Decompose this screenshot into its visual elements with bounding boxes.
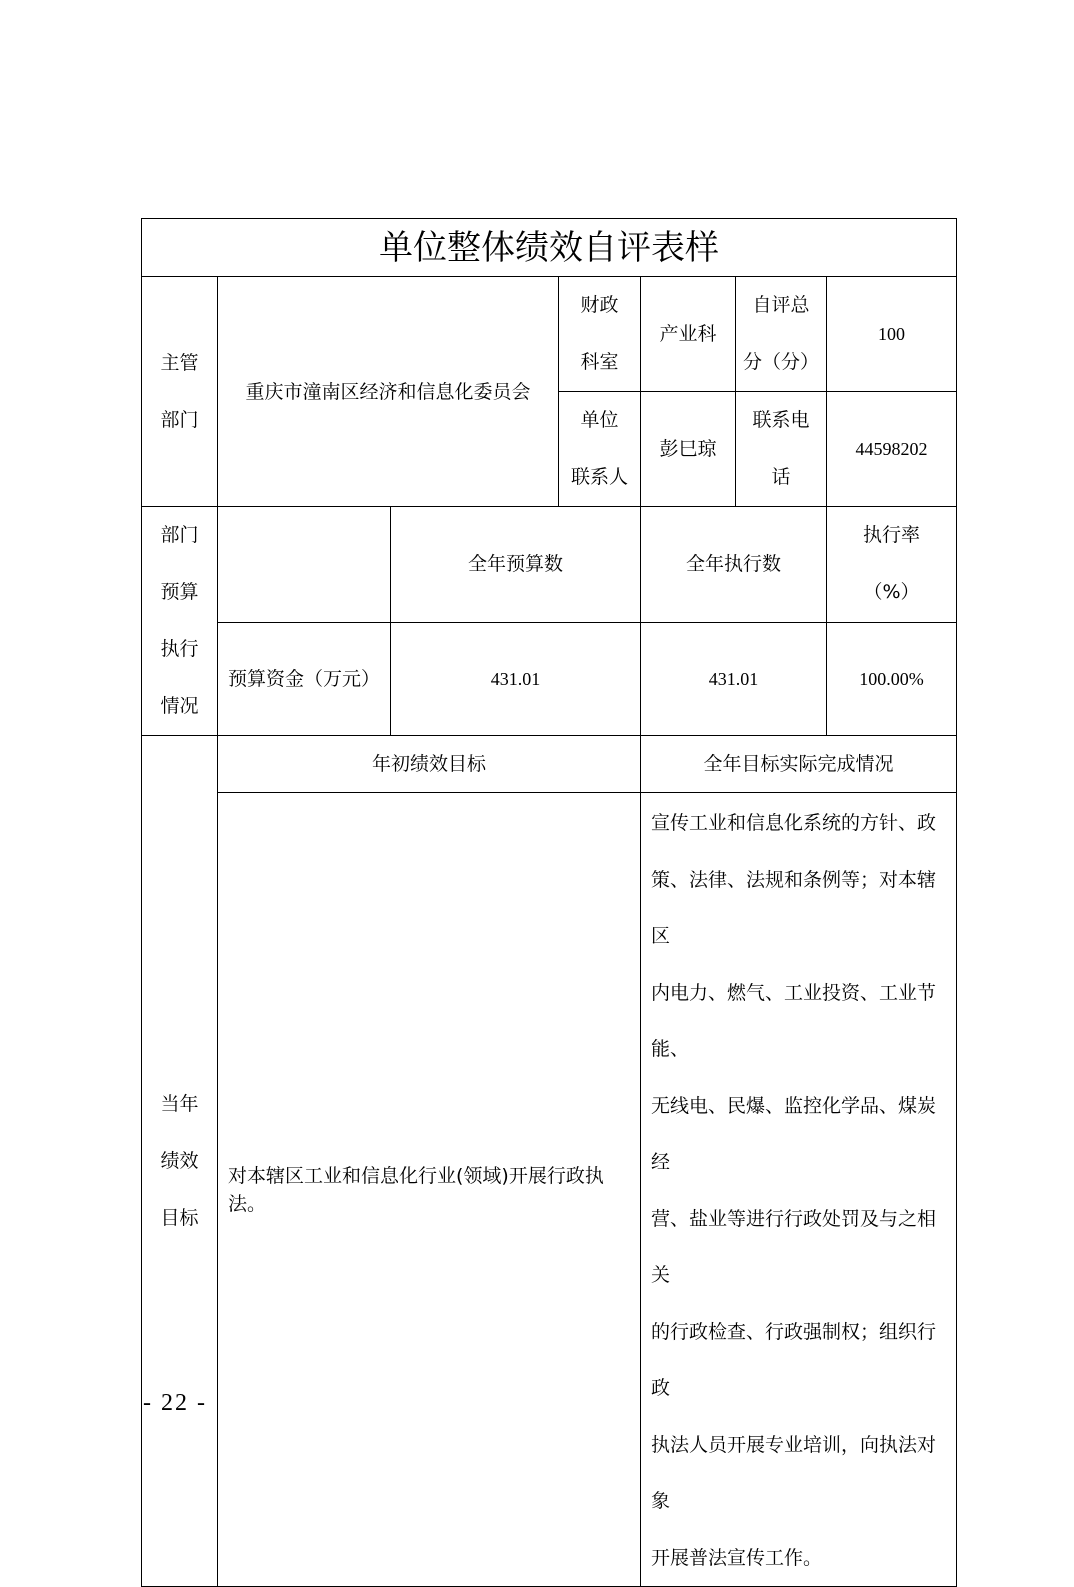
col-budget-header: 全年预算数	[391, 507, 641, 623]
col-rate-header: 执行率 （%）	[827, 507, 957, 623]
finance-value: 产业科	[641, 277, 736, 392]
contact-label: 单位 联系人	[559, 392, 641, 507]
col-exec-header: 全年执行数	[641, 507, 827, 623]
dept-label: 主管 部门	[142, 277, 218, 507]
table-title: 单位整体绩效自评表样	[142, 219, 957, 277]
phone-value: 44598202	[827, 392, 957, 507]
rate-value: 100.00%	[827, 622, 957, 736]
goals-section-label: 当年 绩效 目标	[142, 736, 218, 1587]
page-number: - 22 -	[143, 1390, 207, 1416]
col-actual-header: 全年目标实际完成情况	[641, 736, 957, 793]
budget-value: 431.01	[391, 622, 641, 736]
exec-value: 431.01	[641, 622, 827, 736]
score-value: 100	[827, 277, 957, 392]
actual-text: 宣传工业和信息化系统的方针、政 策、法律、法规和条例等；对本辖区 内电力、燃气、工业投资、工业节能、 无线电、民爆、监控化学品、煤炭经 营、盐业等进行行政处罚及与之相关 的行政检查、行政强制权；组织行政 执法人员开展专业培训，向执法对象 开展普法宣传工作。	[641, 793, 957, 1587]
score-label: 自评总 分（分）	[736, 277, 827, 392]
dept-name: 重庆市潼南区经济和信息化委员会	[218, 277, 559, 507]
budget-row-label: 预算资金（万元）	[218, 622, 391, 736]
budget-blank-header	[218, 507, 391, 623]
budget-section-label: 部门 预算 执行 情况	[142, 507, 218, 736]
contact-value: 彭巳琼	[641, 392, 736, 507]
target-text: 对本辖区工业和信息化行业(领域)开展行政执法。	[218, 793, 641, 1587]
performance-table	[141, 218, 957, 1587]
phone-label: 联系电 话	[736, 392, 827, 507]
finance-label: 财政 科室	[559, 277, 641, 392]
col-target-header: 年初绩效目标	[218, 736, 641, 793]
